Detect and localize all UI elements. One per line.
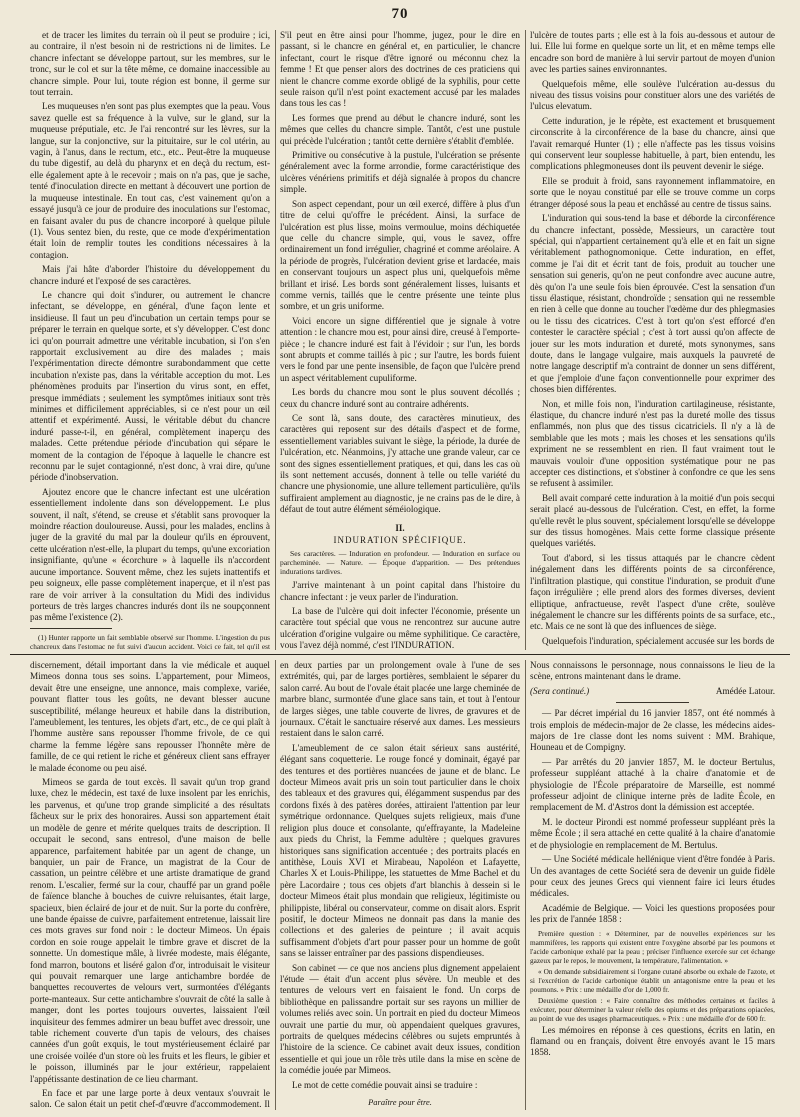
paragraph: Ce sont là, sans doute, des caractères minutieux, des caractères qui reposent sur des détails d'aspect et de forme, essentiellement variables suivant le siège, la période, la durée de l'ulcération, etc. Néanmoins, j'y attache une grande valeur, car ce sont des signes essentiellement pratiques, et qui, dans les cas où ils sont nettement accusés, donnent à telle ou telle variété du chancre une physionomie, une allure tellement particulière, qu'ils suffiraient amplement au diagnostic, je ne crains pas de le dire, à défaut de tout autre élément séméiologique. [280,413,520,515]
news-item: Les mémoires en réponse à ces questions, écrits en latin, en flamand ou en français, doivent être envoyés avant le 15 mars 1858. [530,1024,775,1058]
signature-line [530,686,775,697]
section-summary: Ses caractères. — Induration en profondeur. — Induration en surface ou parcheminée. — Nature. — Époque d'apparition. — Des prétendues indurations tardives. [280,548,520,577]
news-item: « On demande subsidiairement si l'organe cutané absorbe ou exhale de l'azote, et si l'excrétion de l'acide carbonique établit un antagonisme entre la peau et les poumons. » Prix : une médaille d'or de 1,000 fr. [530,966,775,994]
paragraph: Son aspect cependant, pour un œil exercé, diffère à plus d'un titre de celui qu'offre le précédent. Ainsi, la surface de l'ulcération est plus lisse, moins vermoulue, moins déchiquetée que celle du chancre simple, qui, vous le savez, offre ordinairement un fond irrégulier, chagriné et comme aréolaire. A la période de progrès, l'ulcération devient grise et lardacée, mais en conservant toujours un aspect plus uni, quelquefois même brillant et irisé. Les bords sont généralement lisses, luisants et comme vernis, taillés que le centre présente une teinte plus sombre, et un gris uniforme. [280,198,520,312]
paragraph: Le chancre qui doit s'indurer, ou autrement le chancre infectant, se développe, en général, d'une façon lente et insidieuse. Il faut un peu d'incubation un certain temps pour se préparer le terrain en quelque sorte, et s'y développer. C'est donc ici qu'on pourrait admettre une véritable incubation, si l'on s'en rapportait exclusivement au dire des malades ; mais l'expérimentation directe démontre surabondamment que cette incubation n'existe pas, dans la véritable acception du mot. Les phénomènes produits par l'insertion du virus sont, en effet, presque immédiats ; seulement les symptômes initiaux sont très minimes et difficilement appréciables, si ce n'est pour un œil attentif et expérimenté. Aussi, le véritable début du chancre induré passe-t-il, en général, complètement inaperçu des malades. Cette prétendue période d'incubation qui sépare le moment de la contagion de l'époque à laquelle le chancre est reconnu par le sujet contagionné, n'est donc, à vrai dire, qu'une période d'inobservation. [30,289,270,483]
paragraph: Mimeos se garda de tout excès. Il savait qu'un trop grand luxe, chez le médecin, est taxé de luxe insolent par les enrichis, les parvenus, et qu'une trop grande simplicité a des résultats fâcheux sur le prix des honoraires. Aussi son appartement était un modèle de genre et mérite quelques traits de description. Il occupait le second, sans entresol, d'une maison de belle apparence, parfaitement habitée par un agent de change, un banquier, un pair de France, un magistrat de la Cour de cassation, un peintre célèbre et une artiste dramatique de grand renom. L'escalier, fermé sur la cour, chauffé par un grand poêle de faïence blanche à bouches de cuivre reluisantes, était large, spacieux, bien éclairé de jour et de nuit. Sur la porte du confrère, une bande épaisse de cuivre, parfaitement entretenue, laissait lire ces mots graves sur fond noir : le docteur Mimeos. Un épais cordon en soie rouge appelait le timbre grave et discret de la sonnette. Un domestique mâle, à livrée modeste, mais élégante, fond marron, boutons et liséré galon d'or, introduisait le visiteur qui pouvait remarquer une large antichambre bordée de banquettes recouvertes de velours vert, surmontées d'élégants porte-manteaux. Sur cette antichambre s'ouvrait de côté la salle à manger, dont les portes toujours ouvertes, laissaient l'œil inquisiteur des femmes admirer un beau buffet avec dressoir, une table richement couverte d'un tapis de velours, des chaises cannées d'un goût exquis, le tout mystérieusement éclairé par une croisée voilée d'un store où les fruits et les fleurs, le gibier et le poisson, illuminés par le jour extérieur, rappelaient l'appétissante destination de ce lieu charmant. [30,777,270,1084]
news-item: Deuxième question : « Faire connaître des méthodes certaines et faciles à exécuter, pour déterminer la valeur réelle des opiums et des préparations opiacées, au point de vue des usages pharmaceutiques. » Prix : une médaille d'or de 600 fr. [530,995,775,1023]
paragraph: Cette induration, je le répète, est exactement et brusquement circonscrite à la circonférence de la base du chancre, ainsi que l'avait remarqué Hunter (1) ; elle n'affecte pas les tissus voisins qui conservent leur souplesse habituelle, à part, bien entendu, les complications phlegmoneuses dont ils peuvent devenir le siége. [530,115,775,172]
paragraph: S'il peut en être ainsi pour l'homme, jugez, pour le dire en passant, si le chancre en général et, en particulier, le chancre infectant, court le risque d'être ignoré ou méconnu chez la femme ! Et que penser alors des doctrines de ces praticiens qui nient le chancre comme exorde obligé de la syphilis, pour cette seule raison qu'il n'est point exactement accusé par les malades dans tous les cas ! [280,30,520,109]
feuilleton-column-1 [30,660,270,1110]
paragraph: Les muqueuses n'en sont pas plus exemptes que la peau. Vous savez quelle est sa fréquence à la vulve, sur le gland, sur la muqueuse préputiale, etc. Je l'ai rencontré sur les lèvres, sur la langue, sur la conjonctive, sur la pituitaire, sur le col utérin, au vagin, à l'anus, dans le rectum, etc., etc.. Peut-être la muqueuse du tube digestif, au delà du pharynx et en deçà du rectum, est-elle également apte à le recevoir ; mais on n'a pas, que je sache, tenté d'inoculation directe en mettant à découvert une portion de la muqueuse intestinale. En tout cas, c'est vainement qu'on a essayé jusqu'à ce jour de produire des inoculations sur l'estomac, en faisant avaler du pus de chancre incorporé à quelque pilule (1). Vous sentez bien, du reste, que ce mode d'expérimentation était loin de remplir toutes les conditions nécessaires à la contagion. [30,101,270,260]
article-column-3 [530,30,775,650]
section-number: II. [395,522,405,533]
news-item: Académie de Belgique. — Voici les questions proposées pour les prix de l'année 1858 : [530,902,775,925]
article-column-1 [30,30,270,650]
motto-line: Paraître pour être. [368,1097,432,1108]
paragraph: Bell avait comparé cette induration à la moitié d'un pois secqui serait placé au-dessous de l'ulcération. C'est, en effet, la forme qu'elle revêt le plus souvent, spécialement lorsqu'elle se développe sur des tissus homogènes. Mais cette forme classique présente quelques variétés. [530,492,775,549]
paragraph: La base de l'ulcère qui doit infecter l'économie, présente un caractère tout spécial que vous ne rencontrez sur aucune autre ulcération d'origine vulgaire ou même syphilitique. Ce caractère, vous l'avez déjà nommé, c'est l'INDURATION. [280,606,520,650]
news-item: — Par décret impérial du 16 janvier 1857, ont été nommés à trois emplois de médecin-major de 2e classe, les médecins aides-majors de 1re classe dont les noms suivent : MM. Brahique, Houneau et de Compigny. [530,708,775,753]
news-item: M. le docteur Pirondi est nommé professeur suppléant près la même École ; il sera attaché en cette qualité à la chaire d'anatomie et de physiologie en remplacement de M. Bertulus. [530,816,775,850]
column-divider [275,30,276,650]
paragraph: Le mot de cette comédie pouvait ainsi se traduire : [292,1079,478,1090]
news-item: — Une Société médicale hellénique vient d'être fondée à Paris. Un des avantages de cette Société sera de devenir un guide fidèle pour ceux des jeunes Grecs qui viennent faire ici leurs études médicales. [530,854,775,899]
page-number: 70 [391,6,409,22]
section-rule [616,702,690,703]
paragraph: Quelquefois même, elle soulève l'ulcération au-dessus du niveau des tissus voisins pour constituer alors une des variétés de l'ulcus elevatum. [530,78,775,112]
author-signature: Amédée Latour. [715,685,775,696]
paragraph: L'ameublement de ce salon était sérieux sans austérité, élégant sans coquetterie. Le rouge foncé y dominait, égayé par des tentures et des portières nuancées de jaune et de blanc. Le docteur Mimeos avait pris un soin tout particulier dans le choix des tableaux et des gravures qui, élégamment suspendus par des cordons fixés à des patères dorées, attiraient l'attention par leur symétrique ordonnance. Quelques sujets religieux, mais d'une religion plus douce et consolante, qu'effrayante, la Madeleine aux pieds du Christ, la Femme adultère ; quelques gravures historiques sans signification accentuée ; des portraits placés en antithèse, Louis XVI et Mirabeau, Napoléon et Lafayette, Charles X et Louis-Philippe, les statuettes de Mme Bachel et du père Lacordaire ; tous ces objets d'art blanchis à dessein si le docteur Mimeos était plus mondain que religieux, légitimiste ou philippiste, libéral ou conservateur, comme on disait alors. Esprit positif, le docteur Mimeos ne donnait pas dans la manie des collections et des galeries de peinture ; il avait acquis suffisamment d'objets d'art pour passer pour un homme de goût sans se laisser entraîner par des passions dispendieuses. [280,742,520,959]
paragraph: J'arrive maintenant à un point capital dans l'histoire du chancre infectant : je veux parler de l'induration. [280,580,520,602]
article-column-2 [280,30,520,650]
news-column [530,660,775,1110]
paragraph: Mais j'ai hâte d'aborder l'histoire du développement du chancre induré et l'exposé de ses caractères. [30,264,270,286]
column-divider [525,30,526,650]
paragraph: Les bords du chancre mou sont le plus souvent décollés ; ceux du chancre induré sont au contraire adhérents. [280,387,520,409]
feuilleton-column-2 [280,660,520,1110]
continued-note: (Sera continué.) [530,685,590,696]
paragraph: Voici encore un signe différentiel que je signale à votre attention : le chancre mou est, pour ainsi dire, creusé à l'emporte-pièce ; le chancre induré est fait à l'évidoir ; sur l'un, les bords sont abrupts et comme taillés à pic ; sur l'autre, les bords fuient vers le fond par une pente insensible, de façon que l'ulcère prend un aspect véritablement cupuliforme. [280,315,520,383]
paragraph: L'induration qui sous-tend la base et déborde la circonférence du chancre infectant, possède, Messieurs, un caractère tout spécial, qui n'appartient certainement qu'à elle et en fait un signe véritablement pathognomonique. Cette induration, en effet, comme je l'ai dit et écrit tant de fois, produit au toucher une sensation sui generis, qu'on ne peut confondre avec aucune autre, dès qu'on l'a une seule fois bien éprouvée. C'est la sensation d'un tissu élastique, résistant, chondroïde ; sensation qui ne ressemble en rien à celle que donne au toucher l'œdème dur des phlegmasies ou le tissu des cicatrices. C'est à tort qu'on s'est efforcé d'en contester le caractère spécial ; c'est à tort aussi qu'on affecte de jouer sur les mots induration et dureté, mots synonymes, sans doute, dans le langage vulgaire, mais auxquels la pauvreté de notre langage descriptif m'a contraint de donner un sens différent, et que j'emploie d'une façon conventionnelle pour exprimer des choses bien différentes. [530,213,775,395]
paragraph: Tout d'abord, si les tissus attaqués par le chancre cèdent inégalement dans les différents points de sa circonférence, l'infiltration plastique, qui constitue l'induration, se produit d'une façon irrégulière ; elle prend alors des formes diverses, devient elliptique, anfractueuse, revêt l'aspect d'une crête, soulève inégalement le chancre sur les différents points de sa surface, etc., etc. Mais ce ne sont là que des influences de siège. [530,552,775,632]
column-divider [275,660,276,1110]
paragraph: discernement, détail important dans la vie médicale et auquel Mimeos donna tous ses soins. L'appartement, pour Mimeos, devait être une enseigne, une annonce, mais complexe, variée, pouvant flatter tous les goûts, ne devant blesser aucune susceptibilité, mélange heureux et habile dans la distribution, l'ameublement, les tentures, les objets d'art, etc., de ce qui plaît à l'homme austère sans repousser l'homme frivole, de ce qui charme la femme légère sans repousser l'honnête mère de famille, de ce qui retient le riche et généreux client sans effrayer le malade économe ou peu aisé. [30,660,270,773]
paragraph: Son cabinet — ce que nos anciens plus dignement appelaient l'étude — était d'un accent plus sévère. Un meuble et des tentures de velours vert en faisaient le fond. Un corps de bibliothèque en palissandre portait sur ses rayons un millier de volumes reliés avec soin. Un portrait en pied du docteur Mimeos ouvrait une partie du mur, où appendaient quelques gravures, portraits de quelques médecins célèbres ou sujets empruntés à l'histoire de la science. Ce cabinet avait deux issues, condition essentielle et qui joue un rôle très utile dans la mise en scène de la comédie jouée par Mimeos. [280,962,520,1076]
section-title: INDURATION SPÉCIFIQUE. [333,534,467,545]
paragraph: Primitive ou consécutive à la pustule, l'ulcération se présente généralement avec la forme arrondie, forme caractéristique des ulcères vénériens primitifs et déjà signalée à propos du chancre simple. [280,150,520,195]
paragraph: Les formes que prend au début le chancre induré, sont les mêmes que celles du chancre simple. Tantôt, c'est une pustule qui précède l'ulcération ; tantôt cette dernière s'établit d'emblée. [280,112,520,146]
paragraph: Ajoutez encore que le chancre infectant est une ulcération essentiellement indolente dans son développement. Le plus souvent, il naît, s'étend, se creuse et s'établit sans provoquer la moindre réaction douloureuse. Aussi, pour les malades, enclins à juger de la gravité du mal par la douleur qu'ils en éprouvent, cette ulcération n'est-elle, la plupart du temps, qu'une excoriation insignifiante, qu'une « écorchure » à laquelle ils n'accordent aucune importance. Souvent même, chez les sujets inattentifs et peu soigneux, elle passe complètement inaperçue, et il n'est pas rare de voir arriver à la consultation du Midi des individus porteurs de très larges chancres indurés dont ils ne soupçonnent pas même l'existence (2). [30,486,270,623]
footnote-rule [30,628,112,629]
paragraph: Elle se produit à froid, sans rayonnement inflammatoire, en sorte que le noyau constitué par elle se trouve comme un corps étranger déposé sous la peau et enchâssé au centre de tissus sains. [530,175,775,209]
column-divider [525,660,526,1110]
paragraph: En face et par une large porte à deux ventaux s'ouvrait le salon. Ce salon était un petit chef-d'œuvre d'accommodement. Il [30,1088,270,1110]
news-item: — Par arrêtés du 20 janvier 1857, M. le docteur Bertulus, professeur suppléant attaché à la chaire d'anatomie et de physiologie de l'École préparatoire de Marseille, est nommé professeur adjoint de clinique interne près de ladite École, en remplacement de M. d'Astros dont la démission est acceptée. [530,756,775,813]
paragraph: et de tracer les limites du terrain où il peut se produire ; ici, au contraire, il n'est besoin ni de restrictions ni de limites. Le chancre infectant se développe partout, sur les membres, sur le tronc, sur le col et sur la tête même, ce domaine inaccessible au chancre simple. Pour lui, toute région est bonne, il germe sur tout terrain. [30,30,270,98]
footnote: (1) Hunter rapporte un fait semblable observé sur l'homme. L'ingestion du pus chancreux dans l'estomac ne fut suivi d'aucun accident. Voici ce fait, tel qu'il est [30,632,270,650]
paragraph: l'ulcère de toutes parts ; elle est à la fois au-dessous et autour de lui. Elle lui forme en quelque sorte un lit, et en même temps elle encadre son bord de manière à lui servir partout de moyen d'union avec les parties saines environnantes. [530,30,775,75]
paragraph: Quelquefois l'induration, spécialement accusée sur les bords de [542,635,775,646]
paragraph: Non, et mille fois non, l'induration cartilagineuse, résistante, élastique, du chancre induré n'est pas la dureté molle des tissus enflammés, non plus que des tissus cicatriciels. Il n'y a là de semblable que les mots ; mais les choses et les sensations qu'ils expriment ne se ressemblent en rien. Il faut vraiment tout le mauvais vouloir d'une opposition systématique pour ne pas accepter ces distinctions, et s'obstiner à confondre ce que les sens se refusent à assimiler. [530,398,775,489]
paragraph: en deux parties par un prolongement ovale à l'une de ses extrémités, qui, par de larges portières, semblaient le séparer du salon carré. Au bout de l'ovale était placée une large cheminée de marbre blanc, surmontée d'une glace sans tain, et tout à l'entour de larges sièges, une table couverte de livres, de gravures et de journaux. C'était le sanctuaire réservé aux dames. Les messieurs restaient dans le salon carré. [280,660,520,739]
feuilleton-separator [10,654,790,655]
news-item: Première question : « Déterminer, par de nouvelles expériences sur les mammifères, les rapports qui existent entre l'oxygène absorbé par les poumons et l'acide carbonique exhalé par la peau ; préciser l'influence exercée sur cet échange gazeux par le repos, le mouvement, la température, l'alimentation. » [530,928,775,965]
paragraph: Nous connaissons le personnage, nous connaissons le lieu de la scène, entrons maintenant dans le drame. [530,660,775,682]
